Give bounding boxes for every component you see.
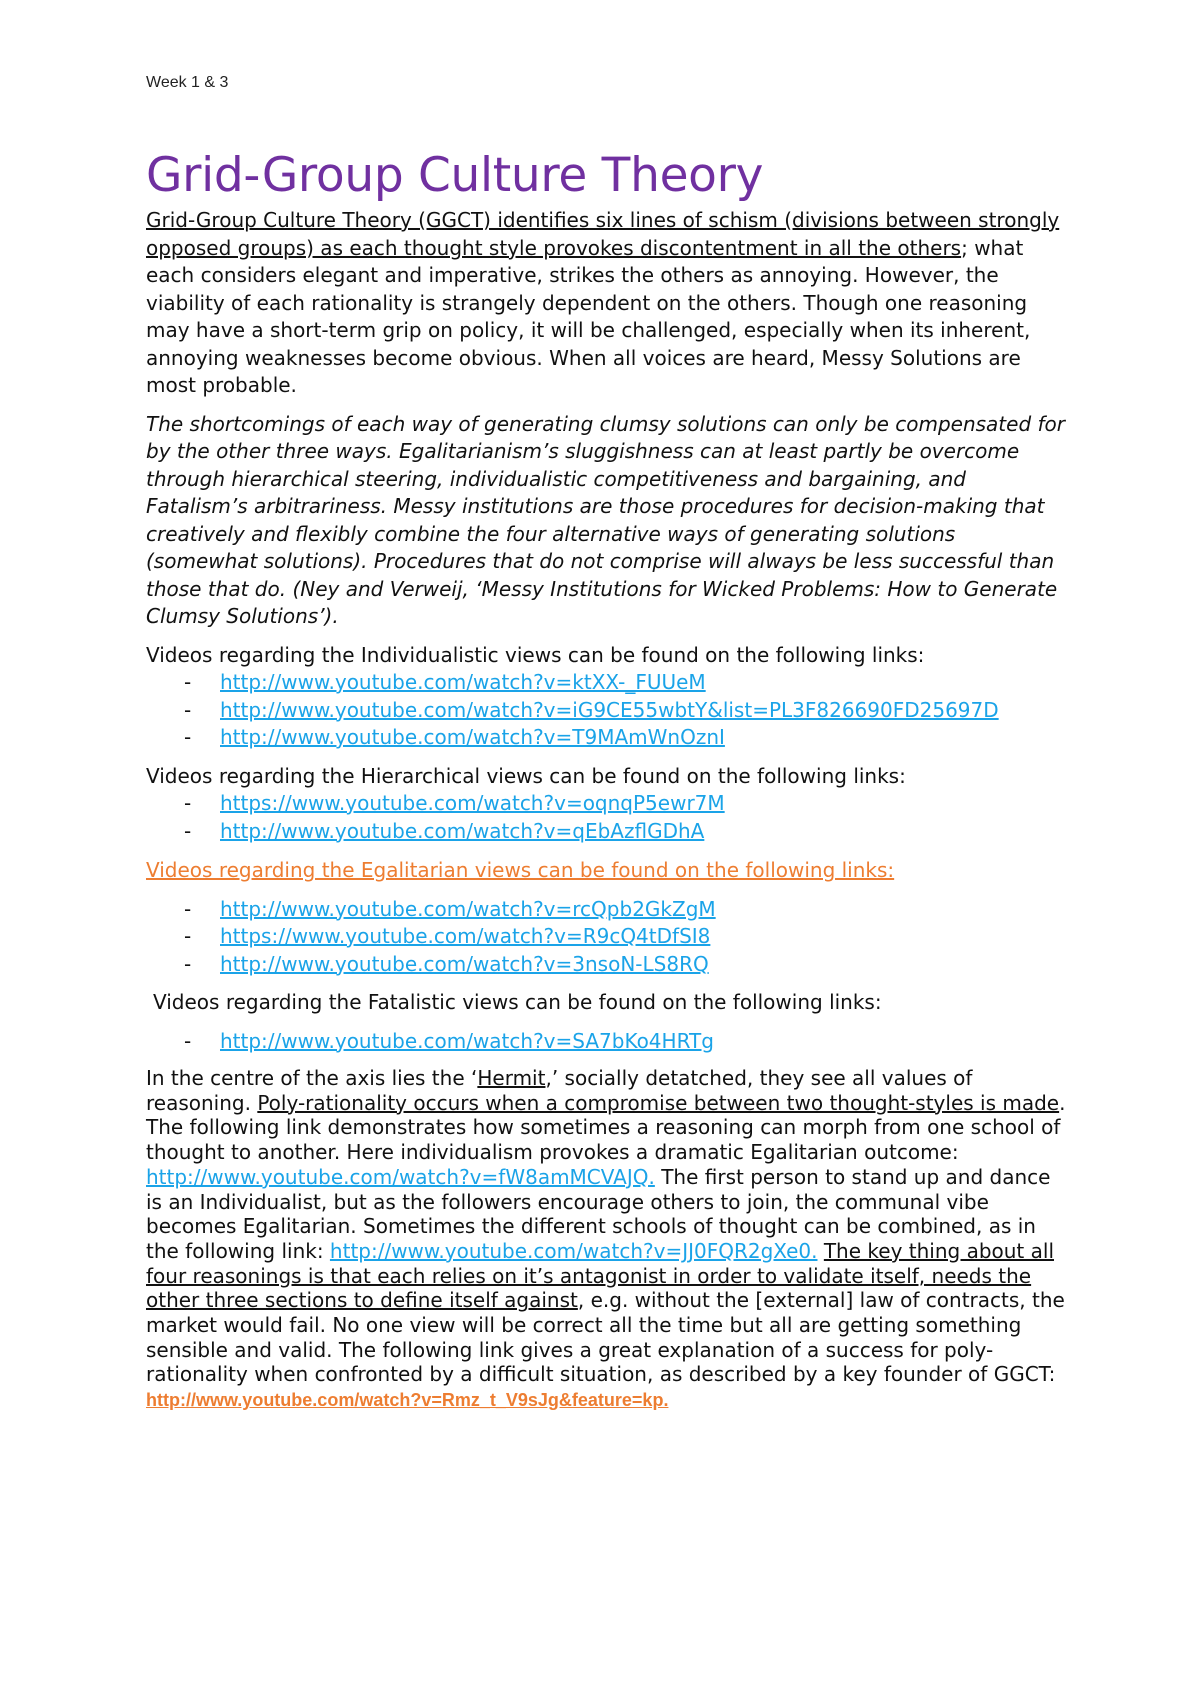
page-header: Week 1 & 3 — [146, 74, 229, 91]
hierarchical-link-list — [146, 790, 1066, 845]
egalitarian-heading: Videos regarding the Egalitarian views can be found on the following links: — [146, 858, 895, 882]
closing-text-1: In the centre of the axis lies the ‘ — [146, 1066, 478, 1090]
closing-text-3: . The following link demonstrates how sometimes a reasoning can morph from one school of thought to another. Here individualism provokes a dramatic Egalitarian outcome: — [146, 1090, 1066, 1165]
egalitarian-link-list — [146, 896, 1066, 979]
dance-video-link[interactable]: http://www.youtube.com/watch?v=fW8amMCVAJQ. — [146, 1164, 655, 1189]
list-item — [146, 896, 1066, 924]
quote-paragraph: The shortcomings of each way of generating clumsy solutions can only be compensated for by the other three ways. Egalitarianism’s sluggishness can at least partly be overcome through hierarchical steering, individualistic competitiveness and bargaining, and Fatalism’s arbitrariness. Messy institutions are those procedures for decision-making that creatively and flexibly combine the four alternative ways of generating solutions (somewhat solutions). Procedures that do not comprise will always be less successful than those that do. (Ney and Verweij, ‘Messy Institutions for Wicked Problems: How to Generate Clumsy Solutions’). — [146, 411, 1065, 628]
list-item — [146, 790, 1066, 818]
list-item — [146, 818, 1066, 846]
dash-bullet: - — [184, 924, 192, 948]
hierarchical-link-2[interactable]: http://www.youtube.com/watch?v=qEbAzflGDhA — [220, 818, 705, 843]
fatalistic-heading: Videos regarding the Fatalistic views can be found on the following links: — [153, 990, 882, 1014]
closing-text-4: The first person to stand up and dance is an Individualist, but as the followers encourage others to join, the communal vibe becomes Egalitarian. Sometimes the different schools of thought can be combined, as in the following link: — [146, 1164, 1051, 1263]
egalitarian-link-3[interactable]: http://www.youtube.com/watch?v=3nsoN-LS8RQ — [220, 951, 709, 976]
dash-bullet: - — [184, 896, 192, 921]
dash-bullet: - — [184, 725, 192, 749]
hermit-term: Hermit — [477, 1066, 546, 1090]
egalitarian-link-1[interactable]: http://www.youtube.com/watch?v=rcQpb2GkZgM — [220, 896, 716, 921]
list-item — [146, 724, 1066, 752]
fatalistic-link-list — [146, 1028, 1066, 1056]
poly-rationality-definition: Poly-rationality occurs when a compromise between two thought-styles is made — [257, 1090, 1060, 1115]
dash-bullet: - — [184, 670, 192, 694]
individualistic-link-1[interactable]: http://www.youtube.com/watch?v=ktXX-_FUUeM — [220, 670, 706, 694]
document-body — [146, 145, 1066, 1413]
intro-text: ; what each considers elegant and imperative, strikes the others as annoying. However, the viability of each rationality is strangely dependent on the others. Though one reasoning may have a short-term grip on policy, it will be challenged, especially when its inherent, annoying weaknesses become obvious. When all voices are heard, Messy Solutions are most probable. — [146, 235, 1031, 397]
closing-text-2: ,’ socially detatched, they see all values of reasoning. — [146, 1066, 973, 1115]
dash-bullet: - — [184, 697, 192, 722]
dash-bullet: - — [184, 951, 192, 976]
document-title: Grid-Group Culture Theory — [146, 148, 764, 203]
individualistic-heading: Videos regarding the Individualistic views can be found on the following links: — [146, 642, 925, 667]
closing-paragraph — [146, 1066, 1066, 1413]
list-item — [146, 923, 1066, 951]
dash-bullet: - — [184, 791, 192, 815]
dash-bullet: - — [184, 818, 192, 843]
list-item — [146, 697, 1066, 725]
closing-text-6: , e.g. without the [external] law of contracts, the market would fail. No one view will be correct all the time but all are getting something sensible and valid. The following link gives a great explanation of a success for poly-rationality when confronted by a difficult situation, as described by a key founder of GGCT: — [146, 1288, 1065, 1387]
individualistic-link-3[interactable]: http://www.youtube.com/watch?v=T9MAmWnOznI — [220, 725, 725, 749]
hierarchical-heading: Videos regarding the Hierarchical views can be found on the following links: — [146, 763, 906, 788]
list-item — [146, 669, 1066, 697]
list-item — [146, 1028, 1066, 1056]
individualistic-link-list — [146, 669, 1066, 752]
combined-schools-link[interactable]: http://www.youtube.com/watch?v=JJ0FQR2gXe0. — [329, 1238, 818, 1263]
dash-bullet: - — [184, 1028, 192, 1053]
founder-explanation-link[interactable]: http://www.youtube.com/watch?v=Rmz_t_V9sJg&feature=kp. — [146, 1390, 669, 1411]
fatalistic-link-1[interactable]: http://www.youtube.com/watch?v=SA7bKo4HRTg — [220, 1028, 714, 1053]
intro-paragraph — [146, 207, 1066, 400]
key-thing-statement: The key thing about all four reasonings is that each relies on it’s antagonist in order to validate itself, needs the other three sections to define itself against — [146, 1238, 1054, 1313]
egalitarian-link-2[interactable]: https://www.youtube.com/watch?v=R9cQ4tDfSI8 — [220, 924, 711, 948]
list-item — [146, 951, 1066, 979]
hierarchical-link-1[interactable]: https://www.youtube.com/watch?v=oqnqP5ewr7M — [220, 791, 725, 815]
individualistic-link-2[interactable]: http://www.youtube.com/watch?v=iG9CE55wbtY&list=PL3F826690FD25697D — [220, 697, 999, 722]
intro-underlined-text: Grid-Group Culture Theory (GGCT) identifies six lines of schism (divisions between strongly opposed groups) as each thought style provokes discontentment in all the others — [146, 208, 1060, 260]
